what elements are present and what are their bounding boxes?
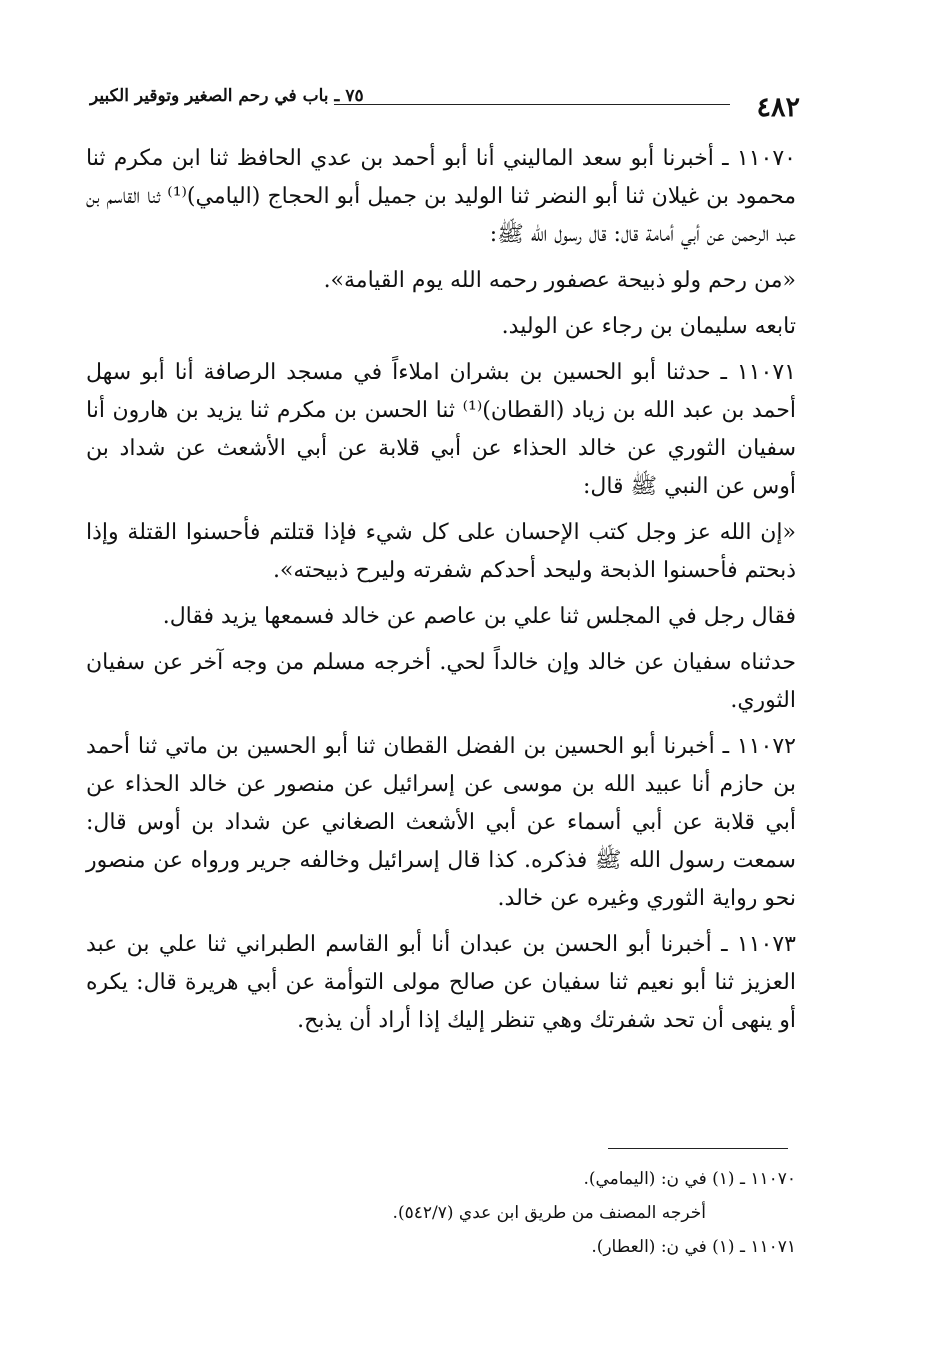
footnotes [86,1162,796,1264]
hadith-11070-chain: ١١٠٧٠ ـ أخبرنا أبو سعد الماليني أنا أبو أحمد بن عدي الحافظ ثنا ابن مكرم ثنا محمود بن غيلان ثنا أبو النضر ثنا الوليد بن جميل أبو الحجاج (اليامي)⁽¹⁾ ثنا القاسم بن عبد الرحمن عن أبي أمامة قال: قال رسول الله ﷺ: [86,146,796,247]
hadith-11072: ١١٠٧٢ ـ أخبرنا أبو الحسين بن الفضل القطان ثنا أبو الحسين بن ماتي ثنا أحمد بن حازم أنا عبيد الله بن موسى عن إسرائيل عن منصور عن خالد الحذاء عن أبي قلابة عن أبي أسماء عن أبي الأشعث الصغاني عن شداد بن أوس قال: سمعت رسول الله ﷺ فذكره. كذا قال إسرائيل وخالفه جرير ورواه عن منصور نحو رواية الثوري وغيره عن خالد. [86,734,796,911]
hadith-11071-note-1: فقال رجل في المجلس ثنا علي بن عاصم عن خالد فسمعها يزيد فقال. [162,604,796,629]
hadith-11071-text: «إن الله عز وجل كتب الإحسان على كل شيء فإذا قتلتم فأحسنوا القتلة وإذا ذبحتم فأحسنوا الذبحة وليحد أحدكم شفرته وليرح ذبيحته». [86,520,796,583]
page-body [86,140,796,1048]
footnote-11070-source: أخرجه المصنف من طريق ابن عدي (٥٤٢/٧). [392,1203,706,1223]
hadith-11071-chain: ١١٠٧١ ـ حدثنا أبو الحسين بن بشران املاءاً في مسجد الرصافة أنا أبو سهل أحمد بن عبد الله بن زياد (القطان)⁽¹⁾ ثنا الحسن بن مكرم ثنا يزيد بن هارون أنا سفيان الثوري عن خالد الحذاء عن أبي قلابة عن أبي الأشعث عن شداد بن أوس عن النبي ﷺ قال: [86,360,796,499]
page-number: ٤٨٢ [756,92,800,123]
footnote-rule [608,1148,788,1149]
footnote-11071: ١١٠٧١ ـ (١) في ن: (العطار). [591,1237,796,1257]
hadith-11070-text: «من رحم ولو ذبيحة عصفور رحمه الله يوم القيامة». [323,268,796,293]
hadith-11071-note-2: حدثناه سفيان عن خالد وإن خالداً لحي. أخرجه مسلم من وجه آخر عن سفيان الثوري. [86,650,796,713]
header-rule [334,104,730,105]
hadith-11073: ١١٠٧٣ ـ أخبرنا أبو الحسن بن عبدان أنا أبو القاسم الطبراني ثنا علي بن عبد العزيز ثنا أبو نعيم ثنا سفيان عن صالح مولى التوأمة عن أبي هريرة قال: يكره أو ينهى أن تحد شفرتك وهي تنظر إليك إذا أراد أن يذبح. [86,932,796,1033]
page-header [90,82,800,122]
hadith-11070-note: تابعه سليمان بن رجاء عن الوليد. [501,314,796,339]
footnote-11070: ١١٠٧٠ ـ (١) في ن: (اليمامي). [583,1169,796,1189]
chapter-title: ٧٥ ـ باب في رحم الصغير وتوقير الكبير [90,86,364,106]
